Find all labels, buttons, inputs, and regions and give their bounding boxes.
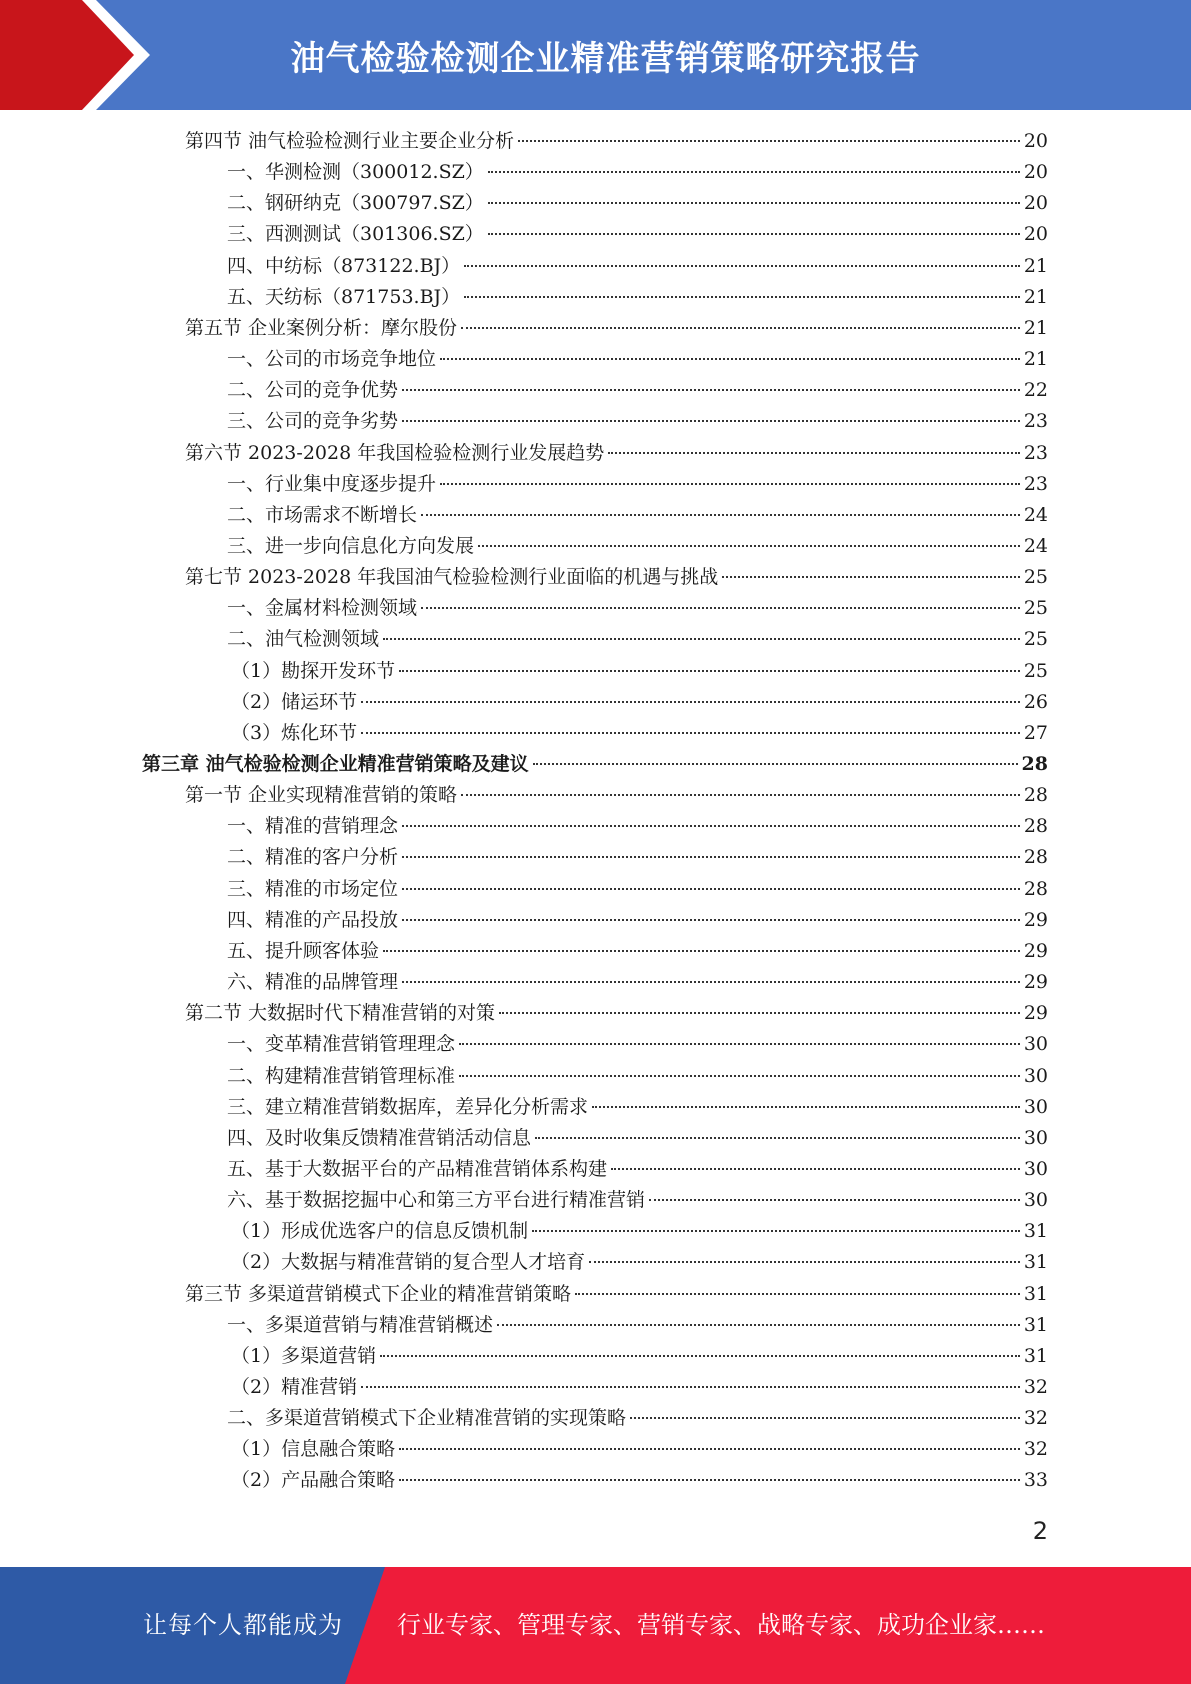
toc-dot-leader (488, 233, 1020, 235)
footer-slogan-left: 让每个人都能成为 (143, 1611, 343, 1639)
toc-dot-leader (402, 888, 1020, 890)
toc-entry-label: 二、精准的客户分析 (227, 846, 399, 869)
toc-entry-label: 第二节 大数据时代下精准营销的对策 (185, 1002, 496, 1025)
toc-section-entry[interactable] (185, 438, 1048, 469)
toc-item-entry[interactable] (227, 967, 1048, 998)
toc-item-entry[interactable] (231, 1341, 1048, 1372)
toc-dot-leader (464, 296, 1020, 298)
toc-item-entry[interactable] (227, 1061, 1048, 1092)
toc-section-entry[interactable] (185, 126, 1048, 157)
toc-dot-leader (402, 420, 1020, 422)
toc-entry-label: （2）储运环节 (231, 690, 358, 713)
toc-dot-leader (461, 327, 1020, 329)
toc-dot-leader (478, 545, 1020, 547)
toc-entry-page: 31 (1023, 1220, 1048, 1243)
toc-entry-label: 第四节 油气检验检测行业主要企业分析 (185, 130, 515, 152)
toc-entry-page: 31 (1023, 1313, 1048, 1336)
toc-dot-leader (488, 202, 1020, 204)
toc-dot-leader (589, 1261, 1020, 1263)
toc-item-entry[interactable] (227, 842, 1048, 873)
toc-entry-page: 32 (1023, 1376, 1048, 1398)
toc-entry-page: 25 (1023, 597, 1048, 620)
toc-item-entry[interactable] (231, 1372, 1048, 1403)
toc-entry-label: 四、精准的产品投放 (227, 908, 399, 931)
toc-dot-leader (380, 1355, 1020, 1357)
toc-dot-leader (464, 265, 1020, 267)
toc-dot-leader (440, 483, 1020, 485)
toc-item-entry[interactable] (231, 687, 1048, 718)
toc-item-entry[interactable] (227, 375, 1048, 406)
toc-entry-label: 一、公司的市场竞争地位 (227, 348, 437, 371)
toc-entry-label: 六、精准的品牌管理 (227, 971, 399, 994)
toc-dot-leader (499, 1012, 1020, 1014)
toc-item-entry[interactable] (227, 1185, 1048, 1216)
toc-entry-label: 五、天纺标（871753.BJ） (227, 285, 461, 308)
toc-dot-leader (532, 1230, 1020, 1232)
toc-entry-label: （1）信息融合策略 (231, 1438, 396, 1461)
toc-item-entry[interactable] (227, 905, 1048, 936)
toc-item-entry[interactable] (227, 1123, 1048, 1154)
toc-entry-label: （1）勘探开发环节 (231, 659, 396, 682)
toc-entry-page: 32 (1023, 1438, 1048, 1461)
toc-entry-page: 25 (1023, 659, 1048, 682)
toc-entry-page: 20 (1023, 192, 1048, 215)
toc-item-entry[interactable] (227, 531, 1048, 562)
toc-entry-page: 25 (1023, 566, 1048, 589)
toc-entry-page: 29 (1023, 971, 1048, 994)
toc-entry-page: 29 (1023, 908, 1048, 931)
toc-chapter-entry[interactable] (142, 749, 1048, 780)
page-header (0, 0, 1191, 110)
toc-entry-label: （3）炼化环节 (231, 721, 358, 744)
toc-item-entry[interactable] (227, 251, 1048, 282)
toc-entry-page: 30 (1023, 1157, 1048, 1180)
toc-entry-label: （1）多渠道营销 (231, 1344, 377, 1367)
toc-entry-page: 21 (1023, 316, 1048, 339)
toc-entry-label: 二、油气检测领域 (227, 628, 380, 651)
toc-entry-label: 一、精准的营销理念 (227, 815, 399, 838)
toc-entry-page: 21 (1023, 285, 1048, 308)
toc-entry-label: 三、西测测试（301306.SZ） (227, 223, 484, 246)
toc-item-entry[interactable] (231, 1216, 1048, 1247)
toc-entry-label: 二、多渠道营销模式下企业精准营销的实现策略 (227, 1407, 627, 1430)
toc-entry-page: 30 (1023, 1064, 1048, 1087)
toc-entry-page: 28 (1023, 846, 1048, 869)
toc-dot-leader (608, 452, 1020, 454)
toc-dot-leader (399, 670, 1020, 672)
toc-entry-page: 33 (1023, 1469, 1048, 1492)
toc-item-entry[interactable] (227, 344, 1048, 375)
toc-dot-leader (402, 825, 1020, 827)
toc-entry-label: 三、精准的市场定位 (227, 877, 399, 900)
document-title: 油气检验检测企业精准营销策略研究报告 (290, 38, 921, 79)
toc-dot-leader (421, 514, 1020, 516)
toc-entry-page: 24 (1023, 503, 1048, 526)
toc-item-entry[interactable] (227, 157, 1048, 188)
toc-section-entry[interactable] (185, 1279, 1048, 1310)
toc-entry-label: 一、变革精准营销管理理念 (227, 1033, 456, 1056)
toc-entry-label: 一、多渠道营销与精准营销概述 (227, 1313, 494, 1336)
toc-entry-label: 三、进一步向信息化方向发展 (227, 534, 475, 557)
toc-entry-page: 29 (1023, 1002, 1048, 1025)
toc-entry-label: 四、中纺标（873122.BJ） (227, 254, 461, 277)
toc-entry-label: 一、金属材料检测领域 (227, 597, 418, 620)
toc-dot-leader (535, 1137, 1020, 1139)
toc-item-entry[interactable] (231, 1465, 1048, 1496)
toc-dot-leader (611, 1168, 1020, 1170)
toc-entry-page: 26 (1023, 690, 1048, 713)
toc-entry-label: 第五节 企业案例分析：摩尔股份 (185, 316, 458, 339)
toc-item-entry[interactable] (231, 1434, 1048, 1465)
toc-dot-leader (399, 1479, 1020, 1481)
toc-entry-label: 第六节 2023-2028 年我国检验检测行业发展趋势 (185, 441, 605, 464)
toc-dot-leader (722, 576, 1020, 578)
toc-entry-page: 20 (1023, 161, 1048, 184)
toc-entry-page: 27 (1023, 721, 1048, 744)
toc-item-entry[interactable] (227, 936, 1048, 967)
toc-entry-label: 第七节 2023-2028 年我国油气检验检测行业面临的机遇与挑战 (185, 566, 719, 589)
toc-entry-label: 二、钢研纳克（300797.SZ） (227, 192, 484, 215)
toc-section-entry[interactable] (185, 998, 1048, 1029)
toc-entry-page: 29 (1023, 939, 1048, 962)
toc-entry-label: 六、基于数据挖掘中心和第三方平台进行精准营销 (227, 1189, 646, 1212)
toc-item-entry[interactable] (227, 500, 1048, 531)
toc-entry-label: （1）形成优选客户的信息反馈机制 (231, 1220, 529, 1243)
toc-item-entry[interactable] (227, 874, 1048, 905)
toc-entry-label: （2）产品融合策略 (231, 1469, 396, 1492)
toc-item-entry[interactable] (231, 656, 1048, 687)
toc-entry-page: 31 (1023, 1282, 1048, 1305)
toc-dot-leader (361, 1386, 1020, 1388)
toc-item-entry[interactable] (227, 406, 1048, 437)
toc-entry-page: 30 (1023, 1033, 1048, 1056)
toc-entry-label: 一、行业集中度逐步提升 (227, 472, 437, 495)
toc-section-entry[interactable] (185, 313, 1048, 344)
toc-item-entry[interactable] (231, 1247, 1048, 1278)
toc-entry-page: 20 (1023, 223, 1048, 246)
toc-entry-page: 23 (1023, 441, 1048, 464)
toc-entry-page: 20 (1023, 130, 1048, 152)
toc-entry-page: 23 (1023, 410, 1048, 433)
toc-entry-page: 22 (1023, 379, 1048, 402)
toc-item-entry[interactable] (227, 219, 1048, 250)
toc-item-entry[interactable] (231, 718, 1048, 749)
toc-entry-page: 32 (1023, 1407, 1048, 1430)
toc-entry-label: 三、公司的竞争劣势 (227, 410, 399, 433)
toc-item-entry[interactable] (227, 811, 1048, 842)
toc-entry-label: （2）大数据与精准营销的复合型人才培育 (231, 1251, 586, 1274)
toc-entry-page: 28 (1023, 877, 1048, 900)
toc-entry-page: 31 (1023, 1251, 1048, 1274)
toc-dot-leader (488, 171, 1020, 173)
toc-entry-page: 21 (1023, 348, 1048, 371)
toc-entry-page: 30 (1023, 1095, 1048, 1118)
toc-entry-label: 三、建立精准营销数据库，差异化分析需求 (227, 1095, 589, 1118)
toc-item-entry[interactable] (227, 1029, 1048, 1060)
toc-dot-leader (361, 732, 1020, 734)
toc-dot-leader (383, 638, 1020, 640)
toc-dot-leader (459, 1075, 1020, 1077)
toc-item-entry[interactable] (227, 282, 1048, 313)
toc-entry-page: 31 (1023, 1344, 1048, 1367)
toc-entry-page: 30 (1023, 1189, 1048, 1212)
toc-dot-leader (361, 701, 1020, 703)
toc-entry-label: 四、及时收集反馈精准营销活动信息 (227, 1126, 532, 1149)
toc-entry-page: 25 (1023, 628, 1048, 651)
toc-item-entry[interactable] (227, 469, 1048, 500)
toc-dot-leader (497, 1324, 1020, 1326)
toc-dot-leader (649, 1199, 1020, 1201)
toc-dot-leader (421, 607, 1020, 609)
toc-dot-leader (630, 1417, 1020, 1419)
toc-item-entry[interactable] (227, 1092, 1048, 1123)
toc-item-entry[interactable] (227, 1310, 1048, 1341)
toc-dot-leader (461, 794, 1020, 796)
toc-dot-leader (399, 1448, 1020, 1450)
page-footer (0, 1567, 1191, 1684)
toc-entry-label: 第三节 多渠道营销模式下企业的精准营销策略 (185, 1282, 572, 1305)
toc-dot-leader (518, 140, 1020, 142)
toc-entry-page: 28 (1021, 753, 1048, 775)
page-number: 2 (1032, 1517, 1048, 1545)
toc-section-entry[interactable] (185, 562, 1048, 593)
toc-dot-leader (402, 389, 1020, 391)
toc-item-entry[interactable] (227, 188, 1048, 219)
toc-entry-label: 二、公司的竞争优势 (227, 379, 399, 402)
toc-entry-page: 28 (1023, 784, 1048, 807)
toc-entry-page: 23 (1023, 472, 1048, 495)
toc-dot-leader (383, 950, 1020, 952)
toc-entry-page: 30 (1023, 1126, 1048, 1149)
toc-entry-label: 第三章 油气检验检测企业精准营销策略及建议 (142, 753, 529, 775)
toc-dot-leader (402, 981, 1020, 983)
footer-slogan-right: 行业专家、管理专家、营销专家、战略专家、成功企业家…… (397, 1611, 1045, 1639)
toc-dot-leader (440, 358, 1020, 360)
toc-entry-page: 28 (1023, 815, 1048, 838)
toc-dot-leader (575, 1293, 1020, 1295)
toc-entry-label: （2）精准营销 (231, 1376, 358, 1398)
toc-entry-label: 二、构建精准营销管理标准 (227, 1064, 456, 1087)
toc-dot-leader (402, 856, 1020, 858)
toc-dot-leader (533, 763, 1018, 765)
toc-entry-label: 二、市场需求不断增长 (227, 503, 418, 526)
toc-entry-label: 五、提升顾客体验 (227, 939, 380, 962)
toc-entry-label: 一、华测检测（300012.SZ） (227, 161, 484, 184)
toc-item-entry[interactable] (227, 624, 1048, 655)
toc-entry-label: 第一节 企业实现精准营销的策略 (185, 784, 458, 807)
toc-dot-leader (592, 1106, 1020, 1108)
toc-item-entry[interactable] (227, 1403, 1048, 1434)
toc-entry-label: 五、基于大数据平台的产品精准营销体系构建 (227, 1157, 608, 1180)
toc-entry-page: 24 (1023, 534, 1048, 557)
toc-entry-page: 21 (1023, 254, 1048, 277)
toc-item-entry[interactable] (227, 1154, 1048, 1185)
toc-item-entry[interactable] (227, 593, 1048, 624)
toc-dot-leader (459, 1043, 1020, 1045)
toc-section-entry[interactable] (185, 780, 1048, 811)
toc-dot-leader (402, 919, 1020, 921)
